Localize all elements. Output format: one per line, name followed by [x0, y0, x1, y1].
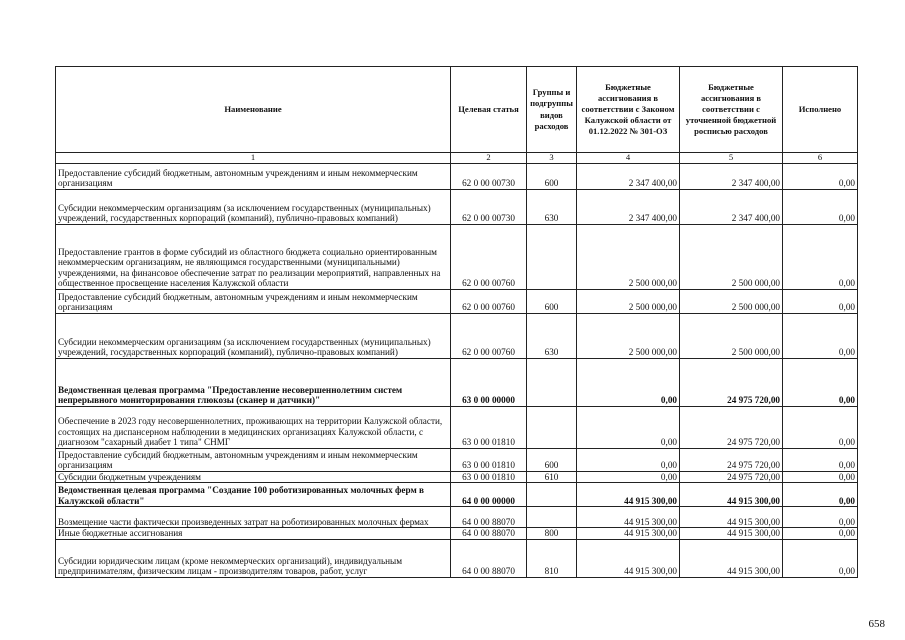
row-refined-amount: 24 975 720,00 [680, 358, 783, 406]
row-law-amount: 2 500 000,00 [577, 313, 680, 358]
column-number: 3 [527, 153, 577, 164]
row-name: Возмещение части фактически произведенных затрат на роботизированных молочных фермах [56, 507, 451, 528]
table-row [56, 189, 858, 224]
row-name: Ведомственная целевая программа "Создание 100 роботизированных молочных ферм в Калужской области" [56, 483, 451, 507]
row-executed-amount: 0,00 [783, 471, 858, 483]
row-target-code: 62 0 00 00760 [451, 313, 527, 358]
budget-table [55, 66, 858, 578]
row-target-code: 63 0 00 01810 [451, 406, 527, 448]
page-number: 658 [868, 618, 885, 630]
row-law-amount: 44 915 300,00 [577, 540, 680, 578]
row-law-amount: 2 347 400,00 [577, 163, 680, 189]
table-row [56, 224, 858, 289]
table-row [56, 483, 858, 507]
row-executed-amount: 0,00 [783, 448, 858, 471]
row-name: Субсидии юридическим лицам (кроме некоммерческих организаций), индивидуальным предпринимателям, физическим лицам - производителям товаров, работ, услуг [56, 540, 451, 578]
header-name: Наименование [56, 67, 451, 153]
row-target-code: 62 0 00 00760 [451, 289, 527, 313]
row-executed-amount: 0,00 [783, 540, 858, 578]
row-target-code: 62 0 00 00760 [451, 224, 527, 289]
row-name: Субсидии некоммерческим организациям (за исключением государственных (муниципальных) учреждений, государственных корпораций (компаний), публично-правовых компаний) [56, 313, 451, 358]
row-executed-amount: 0,00 [783, 358, 858, 406]
row-group-code: 600 [527, 163, 577, 189]
row-refined-amount: 24 975 720,00 [680, 471, 783, 483]
row-name: Обеспечение в 2023 году несовершеннолетних, проживающих на территории Калужской области, состоящих на диспансерном наблюдении в медицинских организациях Калужской области, с диагнозом "сахарный диабет 1 типа" СНМГ [56, 406, 451, 448]
row-executed-amount: 0,00 [783, 406, 858, 448]
row-group-code: 630 [527, 313, 577, 358]
row-group-code: 630 [527, 189, 577, 224]
row-group-code [527, 507, 577, 528]
table-row [56, 358, 858, 406]
row-target-code: 62 0 00 00730 [451, 189, 527, 224]
table-row [56, 540, 858, 578]
table-row [56, 507, 858, 528]
header-groups: Группы и подгруппы видов расходов [527, 67, 577, 153]
row-group-code: 800 [527, 528, 577, 540]
table-row [56, 406, 858, 448]
row-group-code [527, 358, 577, 406]
row-group-code: 810 [527, 540, 577, 578]
row-name: Субсидии некоммерческим организациям (за исключением государственных (муниципальных) учреждений, государственных корпораций (компаний), публично-правовых компаний) [56, 189, 451, 224]
row-target-code: 63 0 00 01810 [451, 448, 527, 471]
row-law-amount: 2 500 000,00 [577, 289, 680, 313]
row-refined-amount: 44 915 300,00 [680, 540, 783, 578]
row-law-amount: 2 347 400,00 [577, 189, 680, 224]
row-law-amount: 44 915 300,00 [577, 507, 680, 528]
row-executed-amount: 0,00 [783, 224, 858, 289]
row-refined-amount: 2 500 000,00 [680, 313, 783, 358]
row-name: Ведомственная целевая программа "Предоставление несовершеннолетним систем непрерывного мониторирования глюкозы (сканер и датчики)" [56, 358, 451, 406]
row-name: Предоставление субсидий бюджетным, автономным учреждениям и иным некоммерческим организациям [56, 289, 451, 313]
column-number: 1 [56, 153, 451, 164]
row-law-amount: 44 915 300,00 [577, 528, 680, 540]
row-group-code [527, 406, 577, 448]
row-name: Субсидии бюджетным учреждениям [56, 471, 451, 483]
column-number: 5 [680, 153, 783, 164]
row-refined-amount: 44 915 300,00 [680, 483, 783, 507]
row-refined-amount: 2 347 400,00 [680, 189, 783, 224]
column-number: 4 [577, 153, 680, 164]
row-executed-amount: 0,00 [783, 528, 858, 540]
header-law: Бюджетные ассигнования в соответствии с Законом Калужской области от 01.12.2022 № 301-ОЗ [577, 67, 680, 153]
row-law-amount: 0,00 [577, 448, 680, 471]
table-row [56, 528, 858, 540]
row-target-code: 63 0 00 01810 [451, 471, 527, 483]
row-refined-amount: 44 915 300,00 [680, 528, 783, 540]
row-refined-amount: 2 347 400,00 [680, 163, 783, 189]
row-law-amount: 2 500 000,00 [577, 224, 680, 289]
row-executed-amount: 0,00 [783, 163, 858, 189]
row-group-code: 600 [527, 289, 577, 313]
table-body [56, 163, 858, 577]
column-number: 2 [451, 153, 527, 164]
row-refined-amount: 2 500 000,00 [680, 289, 783, 313]
table-header [56, 67, 858, 164]
row-executed-amount: 0,00 [783, 313, 858, 358]
row-name: Предоставление субсидий бюджетным, автономным учреждениям и иным некоммерческим организациям [56, 448, 451, 471]
table-row [56, 163, 858, 189]
row-group-code [527, 224, 577, 289]
row-executed-amount: 0,00 [783, 189, 858, 224]
row-executed-amount: 0,00 [783, 483, 858, 507]
row-name: Предоставление грантов в форме субсидий из областного бюджета социально ориентированным некоммерческим организациям, не являющимся государственными (муниципальными) учреждениями, на финансовое обеспечение затрат по реализации мероприятий, направленных на общественное просвещение населения Калужской области [56, 224, 451, 289]
column-number: 6 [783, 153, 858, 164]
row-target-code: 63 0 00 00000 [451, 358, 527, 406]
row-executed-amount: 0,00 [783, 289, 858, 313]
row-refined-amount: 24 975 720,00 [680, 448, 783, 471]
row-law-amount: 0,00 [577, 406, 680, 448]
row-group-code: 600 [527, 448, 577, 471]
header-refined: Бюджетные ассигнования в соответствии с уточненной бюджетной росписью расходов [680, 67, 783, 153]
row-law-amount: 44 915 300,00 [577, 483, 680, 507]
row-target-code: 62 0 00 00730 [451, 163, 527, 189]
header-target: Целевая статья [451, 67, 527, 153]
row-name: Иные бюджетные ассигнования [56, 528, 451, 540]
table-row [56, 289, 858, 313]
row-refined-amount: 24 975 720,00 [680, 406, 783, 448]
row-group-code: 610 [527, 471, 577, 483]
row-refined-amount: 44 915 300,00 [680, 507, 783, 528]
column-numbers-row [56, 153, 858, 164]
row-target-code: 64 0 00 88070 [451, 540, 527, 578]
row-name: Предоставление субсидий бюджетным, автономным учреждениям и иным некоммерческим организациям [56, 163, 451, 189]
row-target-code: 64 0 00 88070 [451, 507, 527, 528]
table-row [56, 471, 858, 483]
row-law-amount: 0,00 [577, 471, 680, 483]
row-group-code [527, 483, 577, 507]
row-refined-amount: 2 500 000,00 [680, 224, 783, 289]
row-target-code: 64 0 00 00000 [451, 483, 527, 507]
table-row [56, 448, 858, 471]
row-executed-amount: 0,00 [783, 507, 858, 528]
row-law-amount: 0,00 [577, 358, 680, 406]
header-executed: Исполнено [783, 67, 858, 153]
table-row [56, 313, 858, 358]
row-target-code: 64 0 00 88070 [451, 528, 527, 540]
